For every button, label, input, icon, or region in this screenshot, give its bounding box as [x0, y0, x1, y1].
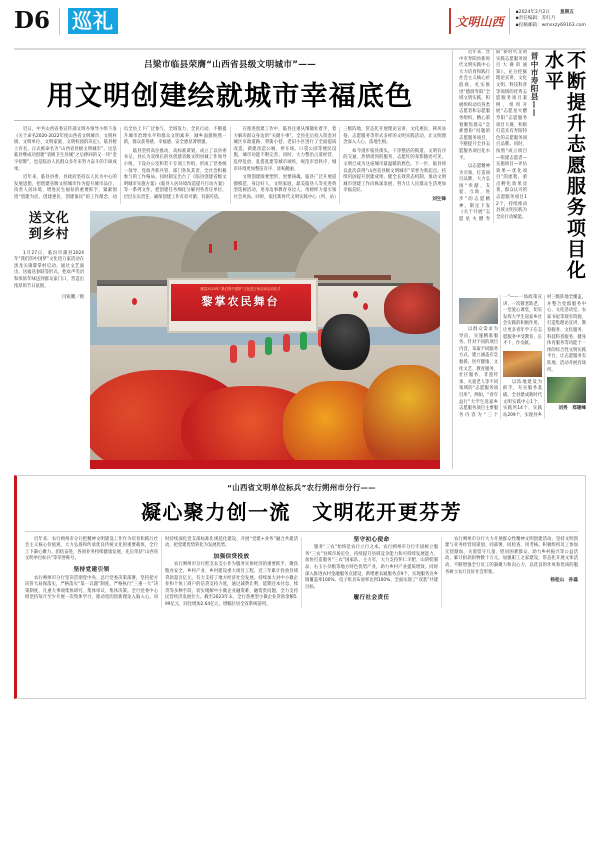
right-body-bottom: [459, 295, 586, 419]
lead-body: [14, 127, 446, 204]
paragraph: 近年来，临县县委、县政府坚持以人民为中心的发展思想，把创建省级文明城市作为提升城市品位、改善人居环境、增进民生福祉的重要抓手，紧紧围绕“创建为民、创建惠民、创建靠民”的工作理念，动员全县上下广泛参与，全域发力、全民行动，不断提升城市治理水平和群众文明素养，城乡面貌焕然一新，群众获得感、幸福感、安全感显著增强。: [14, 127, 227, 200]
photo-credit: 闫锐鹏／摄: [62, 295, 84, 301]
caption-text: [14, 251, 84, 291]
paragraph: 农行朔州市分行大力开展群众性精神文明创建活动，坚持文明创建与业务经营同谋划、同部署、同检查、同考核。积极组织员工参加无偿献血、关爱留守儿童、慰问困难群众、助力乡村振兴等公益活动，累计捐款捐物数十万元。加强职工之家建设，常态化开展文体活动，不断增强全行员工的凝聚力和向心力，以优良的作风和优质的服务树立农行良好社会形象。: [445, 536, 578, 575]
photo-dancer: [300, 332, 307, 350]
right-paragraphs: [459, 50, 527, 223]
main-column: [14, 50, 446, 469]
caption-title-line2: 到乡村: [28, 226, 70, 242]
bullet-icon: ▪: [515, 22, 519, 28]
issue-info: [516, 8, 586, 29]
photo-dancer: [265, 337, 272, 355]
bottom-paragraphs: [25, 537, 578, 609]
caption-paragraph: 1月27日，临汾市蒲县2024年“我们的中国梦”文化进万家活动在黑龙关镇黎掌村启动。通过文艺演出、送福送春联等形式，把欢声笑语和浓浓年味送到群众家门口，营造出浓厚的节日氛围。: [14, 250, 84, 289]
bottom-subhead-1: 坚持党建引领: [73, 566, 110, 573]
photo-block: [14, 211, 446, 469]
brand-logo: [449, 8, 510, 34]
photo-dancer: [230, 345, 237, 363]
bottom-body: [25, 537, 578, 609]
paragraph: 近日，中共山西省委宣传部文明办领导小组下发《关于命名2020-2022年度山西省文明城市、文明村镇、文明单位、文明家庭、文明校园的决定》，临县榜上有名，正式被命名为“山西省县级文明城市”。这是临县继成功创建“省级卫生县城”之后捧回的又一块“金字招牌”，也是临县人民群众多年来努力奋斗的丰硕成果。: [14, 127, 117, 172]
submission-email: 投稿邮箱：wmsxzy69163.com: [518, 22, 586, 28]
photo-caption: [14, 211, 90, 301]
bottom-signature: 杨桂山 孙磊: [550, 578, 578, 584]
right-thumbnail-photo: [547, 377, 586, 403]
bottom-headline: 凝心聚力创一流 文明花开更芬芳: [141, 499, 462, 524]
paragraph: 农行朔州市分行坚决贯彻党中央、总行党委决策部署，坚持把方向管大局保落实，严格落实“第一议题”制度，严格执行“三重一大”决策制度，凡重大事项集体研究、集体审议、集体决策。全行党委中心组坚持每月至少开展一次集体学习，推动党的创新理论入脑入心。同时持续深化党支部标准化规范化建设，开展“党建+业务”融合共建活动，把党建优势转化为发展优势。: [25, 536, 298, 601]
right-thumbnail-photo: [459, 298, 498, 324]
lead-kicker: 吕梁市临县荣膺“山西省县级文明城市”——: [144, 60, 316, 70]
section-tag: 巡礼: [68, 8, 118, 34]
caption-title-line1: 送文化: [28, 210, 70, 226]
paragraph: 以阵地建设为抓手，夯实服务基础。全县建成新时代文明实践中心1个、实践所14个、实践站209个，实现县乡村三级阵地全覆盖，并整合党群服务中心、文化活动室、农家书屋等现有资源，打造集理论宣讲、教育服务、文化服务、科技科普服务、健身体育服务等功能于一体的综合性文明实践平台，让志愿服务有阵地、活动开展有场所。: [503, 295, 586, 418]
photo-roof-left: [97, 280, 167, 284]
right-kicker: 晋中市寿阳县——: [530, 52, 539, 117]
bottom-kicker: “山西省文明单位标兵”农行朔州市分行——: [227, 482, 376, 492]
paragraph: 以志愿精神为引领，打造项目品牌，大力弘扬“奉献、友爱、互助、进步”的志愿精神，制定下发《关于开展“志愿星火燃寿阳”新时代文明实践志愿服务项目大赛的通知》，充分挖掘理论宣讲、文化文明、科技科普等领域的优秀志愿服务项目案例，组织开展“志愿星火燃寿阳”志愿服务项目大赛，积极打造具有寿阳特色的志愿服务项目品牌。同时，按照“成立项目—组建志愿者—实施项目—评估效果—优化项目”的流程，重点孵化效果显著、群众认可的志愿服务项目12个，持续推动县域文明实践为全民行动赋能。: [459, 50, 527, 222]
lead-headline: 用文明创建绘就城市幸福底色: [46, 81, 414, 112]
issue-date: 2024年2月2日: [518, 10, 550, 15]
right-vertical-headline: 不断提升志愿服务项目化水平: [542, 50, 586, 281]
photo-scene: [90, 211, 440, 469]
photo-bottom-band: [90, 460, 440, 469]
bottom-article: [14, 475, 586, 699]
festival-photo: [90, 211, 440, 469]
paragraph: 农行朔州市分行把支农支小作为服务实体经济的重要抓手，聚焦粮食安全、乡村产业、乡村建设重大项目工程，近三年累计投放县域贷款超百亿元，有力支持了地方经济社会发展。持续加大对中小微企业和个体工商户的信贷支持力度，通过减费让利、延期还本付息、续贷等多种手段，切实缓解中小微企业融资难、融资贵问题，全力支持民营经济发展壮大。截至2023年末，全行普惠型小微企业贷款余额5.99亿元，同比增加2.64亿元，增幅位居全省系统前列。: [165, 562, 298, 607]
photo-lantern: [353, 291, 358, 298]
banner-top-text: 蒲县2024年“我们的中国梦”文化进万家活动启动仪式: [200, 287, 281, 292]
paragraph: 文明创建既要塑形，更要铸魂。临县广泛开展道德模范、身边好人、文明家庭、最美临县人等先进典型选树活动，用身边事教育身边人，用榜样力量引领社会风尚。同时，依托新时代文明实践中心（所、站）三级阵地，常态化开展理论宣讲、文化惠民、移风易俗、志愿服务等形式多样的文明实践活动，让文明理念深入人心、落地生根。: [233, 127, 446, 200]
right-column: [452, 50, 586, 469]
masthead-info: [449, 8, 586, 34]
bullet-icon: ▪: [515, 16, 519, 22]
photo-crowd: [363, 365, 440, 468]
email-line: [516, 23, 586, 29]
masthead: [0, 0, 600, 46]
photo-dancer: [283, 334, 290, 352]
photo-crowd: [384, 283, 440, 335]
page-content: [0, 50, 600, 469]
paragraph: 近年来，晋中市寿阳县新时代文明实践中心大力培育和践行社会主义核心价值观，扎实推进“德润寿阳”全域文明实践，积极组织动员各类志愿者和志愿服务组织，精心策划聚焦群众“急难愁盼”问题的志愿服务项目，不断提升全县志愿服务项目化水平。: [459, 50, 490, 161]
paragraph: 临县坚持高位推动、高标准谋划，成立了以县委书记、县长为双组长的县创建省级文明县城工作领导小组，下设办公室和若干专项工作组，形成了党委统一领导、党政齐抓共管、部门各负其责、全社会积极参与的工作格局。同时制定出台了《临县创建省级文明城市实施方案》《临县人居环境改造提升行动方案》等一系列文件，把创建任务细化分解到各责任单位，层层压实责任，确保创建工作有章可循、有据可依。: [123, 148, 227, 200]
paragraph: 近年来，农行朔州市分行把精神文明建设工作作为培育和践行社会主义核心价值观、大力弘扬和传承优良传统文化的重要载体，全行上下凝心聚力、团结奋进，各项业务持续健康发展，先后荣获“山西省文明单位标兵”等荣誉称号。: [25, 536, 158, 562]
right-body-top: [459, 50, 527, 223]
photo-stage-banner: [171, 284, 311, 321]
masthead-divider: [59, 8, 60, 35]
brand-name: 文明山西: [455, 14, 504, 29]
lead-byline: 刘生锋: [432, 196, 446, 202]
photo-roof-right: [314, 275, 391, 280]
paragraph: 如今漫步临县街头，干净整洁的街道、文明有序的交通、热情周到的服务、志愿红的身影随处可见，文明已成为这座城市最温暖的底色。下一步，临县将以此次获得“山西省县级文明城市”荣誉为新起点，持续巩固提升创建成果，健全长效常态机制，推动文明城市创建工作向纵深发展，努力让人民群众生活更加幸福美好。: [343, 148, 446, 194]
page-number: D6: [14, 7, 50, 34]
paragraph: 在推进创建工作中，临县注重从细微处着手，着力解决群众身边的“关键小事”。全县先后投入资金对城区市政道路、背街小巷、老旧小区进行了全面提质改造，新建改造公厕、停车场、口袋公园等便民设施，城市功能不断完善。同时，大力整治占道经营、乱停乱放、乱搭乱建等城市顽疾，规范市容秩序，城市环境更加整洁有序、清爽靓丽。: [233, 127, 337, 172]
paragraph: 以群众需求为导向，实施精准服务，针对不同的项目内容，采取不同服务方式，建立涵盖应急救援、医疗健康、文化文艺、教育服务、社区服务、非遗传承、关爱老人等不同领域的“志愿服务项目库”。例如，“青年益行”大学生返家乡志愿服务项目主要服务内容为“三个一”——一场政策宣讲、一次敬老助老、一堂爱心课堂，切实发挥大学生返家乡社会实践的积极作用，让更多青年学子在志愿服务中受教育、长才干、作贡献。: [459, 295, 542, 418]
issue-weekday: 星期五: [560, 10, 574, 15]
caption-title: [14, 211, 84, 243]
bottom-headline-rule: [25, 531, 578, 532]
editor-name: 责任编辑：苏红月: [518, 16, 556, 22]
right-headline-block: [459, 50, 586, 295]
photo-dancer: [248, 340, 255, 358]
right-paragraphs-2: [459, 295, 586, 419]
bottom-subhead-4: 履行社会责任: [353, 595, 390, 602]
photo-flag: [209, 244, 212, 253]
lead-paragraphs: [14, 127, 446, 204]
right-thumbnail-photo: [503, 351, 542, 377]
banner-main-text: 黎掌农民舞台: [201, 295, 280, 309]
headline-rule: [14, 120, 446, 121]
bottom-subhead-3: 坚守初心使命: [353, 536, 390, 543]
photo-crowd: [321, 314, 370, 371]
photo-flag: [234, 241, 237, 250]
bullet-icon: ▪: [515, 10, 519, 15]
right-byline: 刘秀 郑建峰: [558, 406, 586, 412]
bottom-subhead-2: 加强信贷投放: [213, 553, 250, 560]
paragraph: 服务“三农”始终是农行立行之本。农行朔州市分行牢固树立服务“三农”县域市场定位，持续提升县域竞争能力和可持续发展能力，加快打造服务“三农”国家队、主力军，大力支持怀仁羊肥、山阴奶制品、右玉小杂粮等地方特色优势产业，助力乡村产业提质增效。同时深入推进农村金融服务点建设，新增惠农通服务点9个，实现服务点乡镇覆盖率100%，电子机具布放率达到100%，全面实现了“双基”共建目标。: [305, 545, 438, 590]
